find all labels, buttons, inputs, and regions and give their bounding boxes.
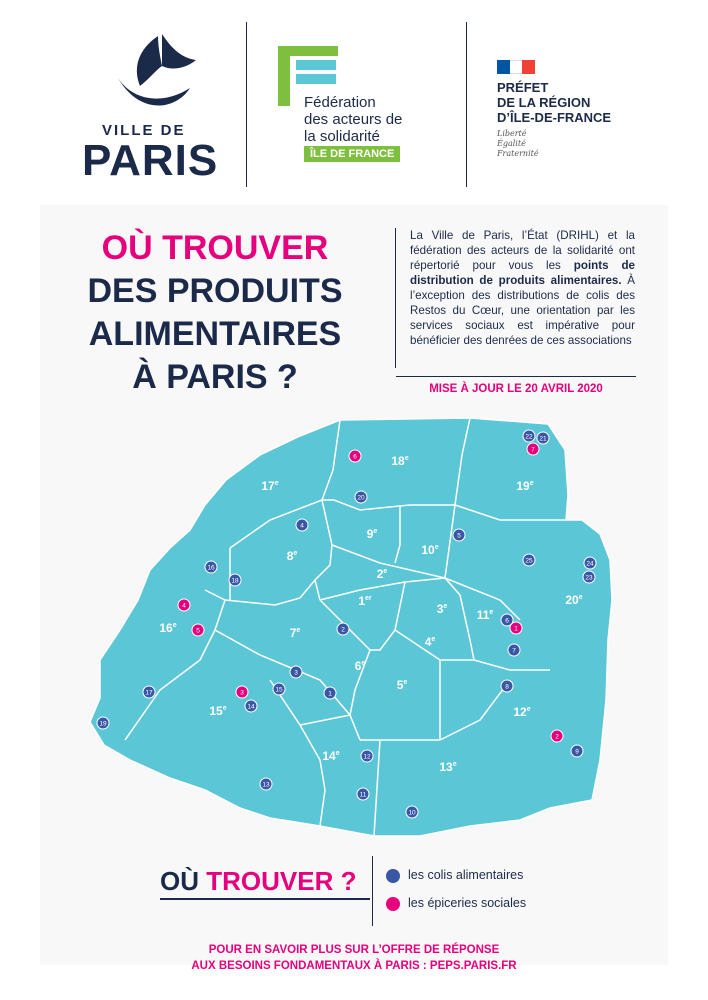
colis-marker[interactable] (357, 788, 369, 800)
colis-marker[interactable] (290, 666, 302, 678)
arrondissement-label: 5e (396, 678, 408, 692)
logo-ville-de: VILLE DE (102, 122, 186, 139)
motto-egalite: Égalité (497, 139, 526, 148)
blue-dot-icon (386, 869, 400, 883)
colis-marker-number: 18 (231, 577, 239, 585)
colis-marker[interactable] (583, 571, 595, 583)
colis-marker[interactable] (296, 519, 308, 531)
legend-epiceries-label: les épiceries sociales (408, 896, 527, 910)
arrondissement-label: 7e (289, 626, 301, 640)
colis-marker[interactable] (324, 687, 336, 699)
motto-liberte: Liberté (497, 129, 527, 138)
federation-region: ÎLE DE FRANCE (304, 146, 400, 162)
arrondissement-label: 6e (354, 659, 366, 673)
colis-marker[interactable] (501, 680, 513, 692)
colis-marker-number: 17 (145, 689, 153, 697)
footer-line-1: POUR EN SAVOIR PLUS SUR L’OFFRE DE RÉPONSE (208, 944, 500, 956)
arrondissement-label: 15e (209, 704, 227, 718)
footer-line-2: AUX BESOINS FONDAMENTAUX À PARIS : PEPS.PARIS.FR (191, 960, 517, 972)
epicerie-marker-number: 2 (555, 733, 559, 741)
colis-marker[interactable] (361, 750, 373, 762)
colis-marker-number: 15 (275, 686, 283, 694)
colis-marker-number: 12 (363, 753, 371, 761)
prefet-line1: PRÉFET (497, 80, 549, 95)
prefet-line2: DE LA RÉGION (497, 95, 591, 110)
arrondissement-label: 20e (565, 593, 583, 607)
title-line-1: OÙ TROUVER (101, 229, 329, 267)
colis-marker[interactable] (523, 430, 535, 442)
legend-title (160, 866, 356, 897)
legend-colis-label: les colis alimentaires (408, 868, 524, 882)
colis-marker[interactable] (205, 561, 217, 573)
arrondissement-label: 2e (376, 567, 388, 581)
colis-marker-number: 19 (99, 720, 107, 728)
arrondissement-label: 19e (516, 479, 534, 493)
legend-divider (372, 856, 373, 926)
colis-marker[interactable] (453, 529, 465, 541)
colis-marker[interactable] (337, 623, 349, 635)
colis-marker-number: 24 (586, 560, 594, 568)
arrondissement-label: 11e (476, 608, 494, 622)
colis-marker[interactable] (537, 432, 549, 444)
colis-marker[interactable] (571, 745, 583, 757)
epicerie-marker-number: 4 (182, 602, 186, 610)
arrondissement-label: 17e (261, 479, 279, 493)
epicerie-marker[interactable] (349, 450, 361, 462)
colis-marker-number: 9 (575, 748, 579, 756)
arrondissement-label: 3e (436, 602, 448, 616)
colis-marker[interactable] (273, 683, 285, 695)
colis-marker[interactable] (523, 554, 535, 566)
colis-marker[interactable] (229, 574, 241, 586)
legend-title-black: OÙ (160, 866, 199, 896)
legend-item-epiceries (386, 896, 526, 911)
arrondissement-label: 14e (322, 749, 340, 763)
title-line-4: À PARIS ? (132, 358, 298, 396)
colis-marker[interactable] (508, 644, 520, 656)
colis-marker-number: 4 (300, 522, 304, 530)
arrondissement-label: 9e (366, 527, 378, 541)
arrondissement-label: 12e (513, 705, 531, 719)
colis-marker-number: 3 (294, 669, 298, 677)
epicerie-marker[interactable] (551, 730, 563, 742)
epicerie-marker-number: 7 (531, 446, 535, 454)
colis-marker-number: 11 (359, 791, 367, 799)
intro-bold: points de distribution de produits alimentaires. (410, 259, 635, 287)
intro-part1: La Ville de Paris, l’État (DRIHL) et la fédération des acteurs de la solidarité ont répertorié pour vous les (410, 229, 635, 272)
epicerie-marker-number: 3 (240, 689, 244, 697)
epicerie-marker[interactable] (192, 624, 204, 636)
colis-marker[interactable] (245, 700, 257, 712)
epicerie-marker[interactable] (527, 443, 539, 455)
colis-marker-number: 22 (525, 433, 533, 441)
epicerie-marker-number: 6 (353, 453, 357, 461)
colis-marker-number: 6 (505, 617, 509, 625)
colis-marker-number: 8 (505, 683, 509, 691)
colis-marker[interactable] (97, 717, 109, 729)
arrondissement-label: 13e (439, 760, 457, 774)
federation-line1: Fédération (304, 94, 376, 111)
arrondissement-label: 4e (424, 635, 436, 649)
pink-dot-icon (386, 897, 400, 911)
arrondissement-label: 18e (391, 454, 409, 468)
federation-line3: la solidarité (304, 128, 380, 145)
legend-title-pink: TROUVER ? (206, 866, 357, 896)
motto-fraternite: Fraternité (497, 149, 539, 158)
colis-marker[interactable] (355, 491, 367, 503)
arrondissement-label: 10e (421, 543, 439, 557)
epicerie-marker-number: 1 (514, 625, 518, 633)
legend-item-colis (386, 868, 523, 883)
logo-paris: PARIS (82, 136, 219, 185)
colis-marker[interactable] (260, 778, 272, 790)
arrondissement-label: 1er (358, 594, 372, 608)
legend-underline (160, 898, 370, 900)
colis-marker-number: 10 (408, 809, 416, 817)
epicerie-marker[interactable] (510, 622, 522, 634)
federation-line2: des acteurs de (304, 111, 403, 128)
colis-marker-number: 2 (341, 626, 345, 634)
colis-marker-number: 5 (457, 532, 461, 540)
epicerie-marker[interactable] (236, 686, 248, 698)
arrondissement-label: 16e (159, 621, 177, 635)
prefet-line3: D’ÎLE-DE-FRANCE (497, 110, 612, 125)
colis-marker[interactable] (406, 806, 418, 818)
colis-marker[interactable] (143, 686, 155, 698)
title-line-3: ALIMENTAIRES (88, 315, 342, 353)
colis-marker-number: 13 (262, 781, 270, 789)
epicerie-marker-number: 5 (196, 627, 200, 635)
intro-part2: À l’exception des distributions de colis des Restos du Cœur, une orientation par les services sociaux est impérative pour bénéficier des denrées de ces associations (410, 274, 635, 347)
colis-marker-number: 21 (539, 435, 547, 443)
title-line-2: DES PRODUITS (87, 272, 343, 310)
colis-marker-number: 20 (357, 494, 365, 502)
epicerie-marker[interactable] (178, 599, 190, 611)
colis-marker-number: 16 (207, 564, 215, 572)
colis-marker-number: 14 (247, 703, 255, 711)
arrondissement-label: 8e (286, 549, 298, 563)
colis-marker-number: 23 (585, 574, 593, 582)
colis-marker[interactable] (584, 557, 596, 569)
update-date: MISE À JOUR LE 20 AVRIL 2020 (396, 376, 636, 395)
colis-marker-number: 25 (525, 557, 533, 565)
colis-marker-number: 1 (328, 690, 332, 698)
colis-marker-number: 7 (512, 647, 516, 655)
